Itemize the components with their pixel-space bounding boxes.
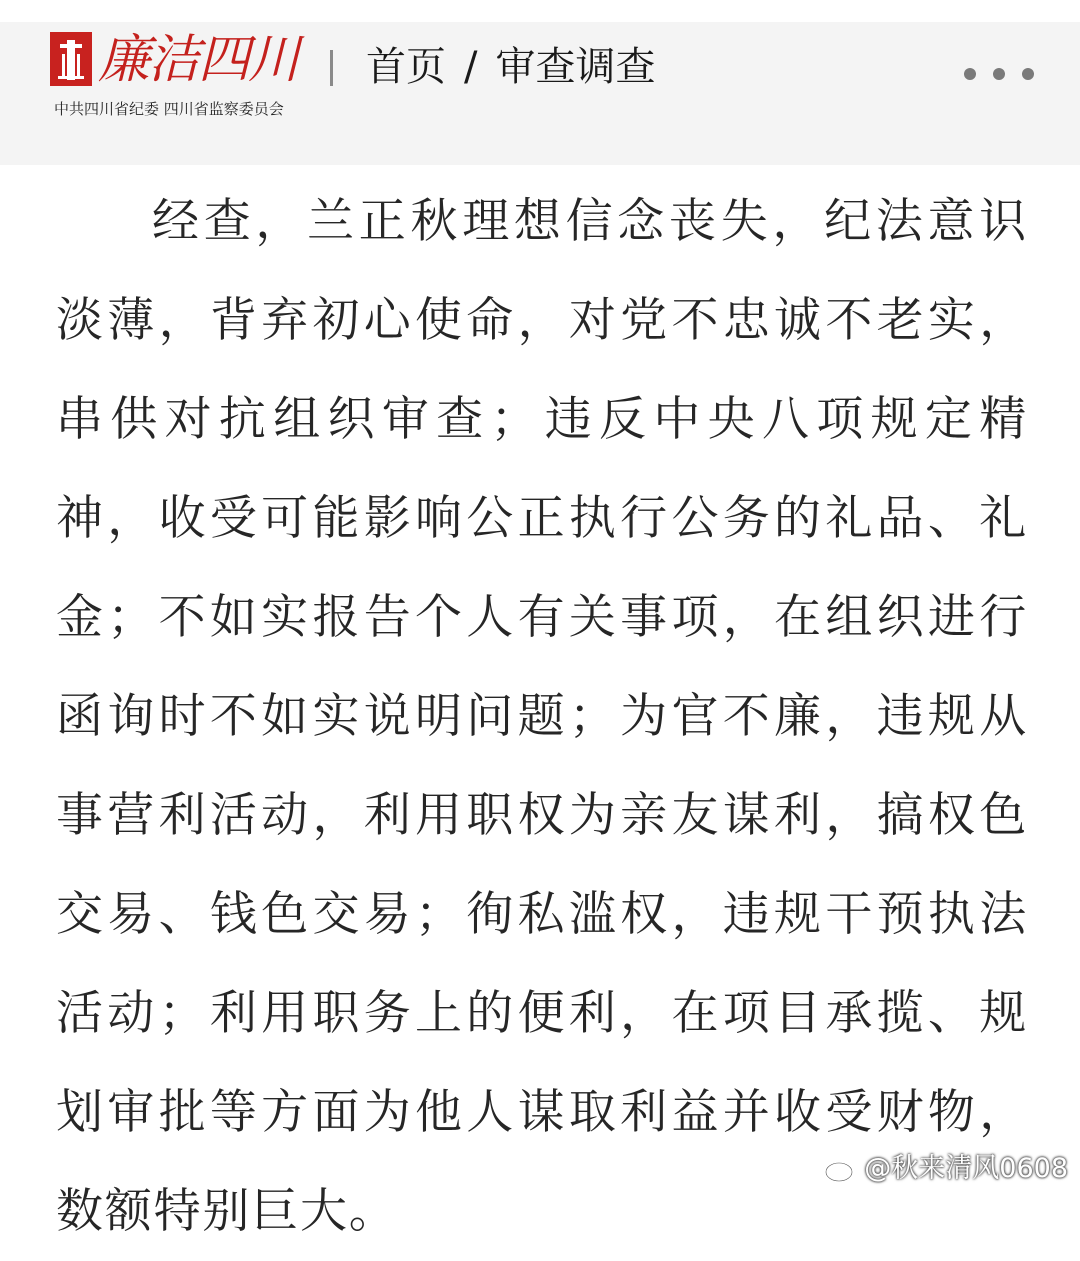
article-paragraph: 经查，兰正秋理想信念丧失，纪法意识淡薄，背弃初心使命，对党不忠诚不老实，串供对抗组织审查；违反中央八项规定精神，收受可能影响公正执行公务的礼品、礼金；不如实报告个人有关事项，在组织进行函询时不如实说明问题；为官不廉，违规从事营利活动，利用职权为亲友谋利，搞权色交易、钱色交易；徇私滥权，违规干预执法活动；利用职务上的便利，在项目承揽、规划审批等方面为他人谋取利益并收受财物，数额特别巨大。 [56,194,1028,1239]
site-header [0,22,1080,165]
logo-subtitle: 中共四川省纪委 四川省监察委员会 [54,100,284,118]
seal-icon [50,32,92,86]
watermark-text: @秋来清风0608 [864,1153,1068,1184]
breadcrumb-home-link[interactable]: 首页 [366,44,446,90]
more-dot [964,68,976,80]
weibo-icon [824,1155,858,1183]
more-horizontal-icon[interactable] [964,64,1034,84]
weibo-watermark [824,1152,1068,1186]
header-divider [330,50,333,86]
logo-script: 廉洁四川 [98,30,299,90]
more-dot [993,68,1005,80]
breadcrumb-current[interactable]: 审查调查 [495,44,656,90]
breadcrumb-separator: / [464,44,478,90]
more-dot [1022,68,1034,80]
site-logo[interactable] [50,30,300,118]
breadcrumb [366,41,655,93]
